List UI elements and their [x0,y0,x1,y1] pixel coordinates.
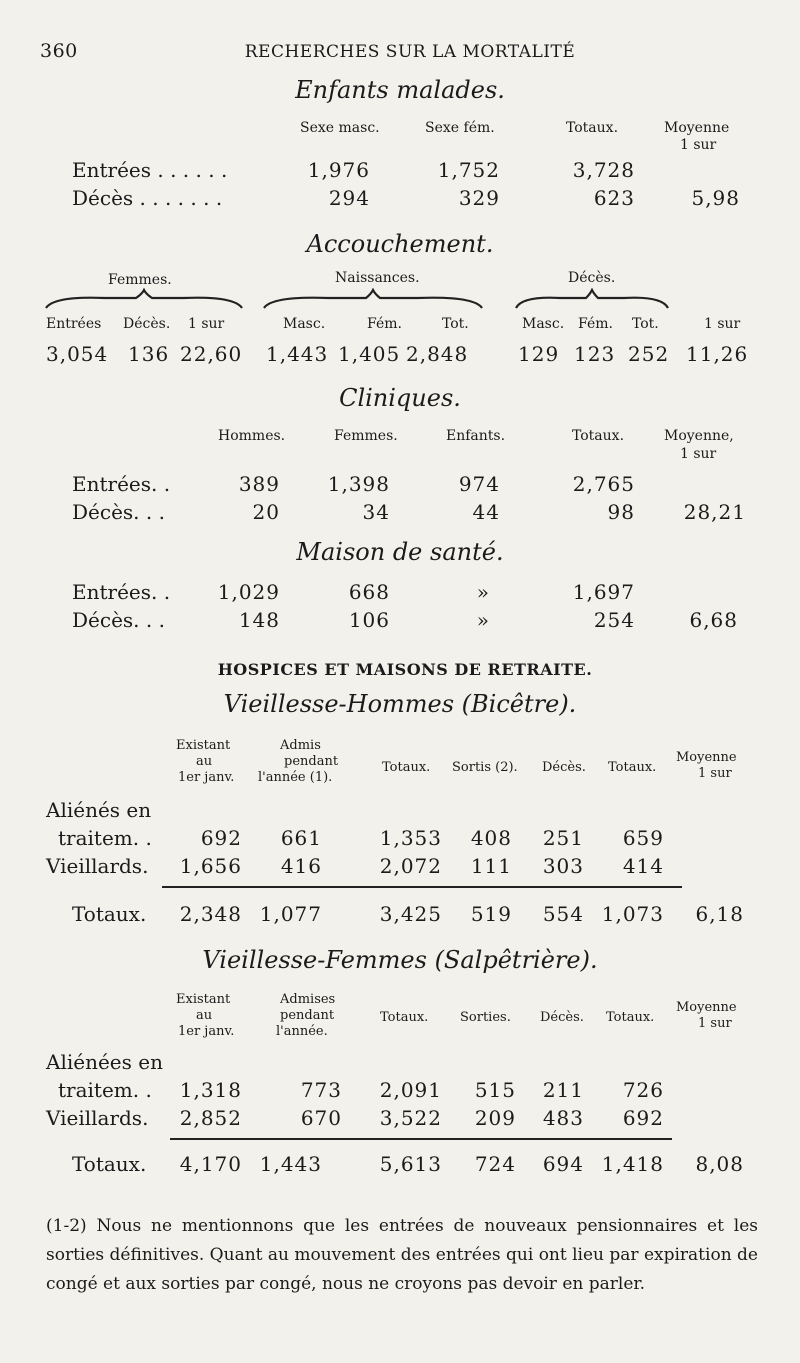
page-number: 360 [40,40,78,62]
cell: 8,08 [695,1152,744,1176]
row-label-totaux: Totaux. [72,902,147,926]
cell: 416 [280,854,322,878]
cell: 5,98 [691,186,740,210]
col-annee: l'année. [276,1024,328,1039]
col-sexe-masc: Sexe masc. [300,120,380,136]
col-moyenne: Moyenne [676,750,737,765]
footnote: (1-2) Nous ne mentionnons que les entrées de nouveaux pensionnaires et les sorties définitives. Quant au mouvement des entrées qui ont lieu par expiration de congé et aux sorties par congé, nous ne croyons pas devoir en parler. [46,1216,758,1294]
group-deces: Décès. [568,270,616,286]
cell: 1,697 [572,580,635,604]
cell: 1,029 [217,580,280,604]
col-au: au [196,1008,213,1023]
cell: 4,170 [179,1152,242,1176]
cell: 515 [474,1078,516,1102]
cell: 2,852 [179,1106,242,1130]
cell: 303 [542,854,584,878]
row-label-traitem: traitem. . [58,826,152,850]
col-masc: Masc. [283,316,326,332]
cell: 34 [362,500,390,524]
col-tot: Tot. [442,316,469,332]
col-totaux: Totaux. [566,120,619,136]
row-label-entrees: Entrées. . [72,472,171,496]
col-pendant: pendant [280,1008,335,1023]
cell: 3,054 [46,342,109,366]
col-totaux: Totaux. [382,760,431,775]
hospices-title: HOSPICES ET MAISONS DE RETRAITE. [217,660,593,679]
row-label-entrees: Entrées. . [72,580,171,604]
row-label-deces: Décès. . . [72,608,165,632]
col-totaux-2: Totaux. [606,1010,655,1025]
col-totaux: Totaux. [572,428,625,444]
cell: » [476,580,490,604]
col-entrees: Entrées [46,316,102,332]
section-title-cliniques: Cliniques. [339,384,461,412]
cell: 1,752 [437,158,500,182]
col-pendant: pendant [284,754,339,769]
cell: 1,073 [601,902,664,926]
row-label-alienes: Aliénés en [46,798,152,822]
cell: 2,848 [406,342,469,366]
cell: 148 [238,608,280,632]
col-hommes: Hommes. [218,428,286,444]
cell: » [476,608,490,632]
cell: 773 [300,1078,342,1102]
row-label-entrees: Entrées . . . . . . [72,158,228,182]
brace-deces [514,288,670,310]
cell: 692 [622,1106,664,1130]
cell: 1,443 [259,1152,322,1176]
col-fem: Fém. [578,316,613,332]
cell: 1,656 [179,854,242,878]
col-sortis: Sortis (2). [452,760,518,775]
row-label-deces: Décès. . . [72,500,165,524]
cell: 294 [328,186,370,210]
cell: 329 [458,186,500,210]
section-title-enfants: Enfants malades. [295,76,505,104]
cell: 252 [628,342,670,366]
cell: 1,976 [307,158,370,182]
col-moyenne: Moyenne [664,120,730,136]
cell: 1,318 [179,1078,242,1102]
col-sexe-fem: Sexe fém. [425,120,495,136]
col-un-sur: 1 sur [188,316,225,332]
cell: 106 [348,608,390,632]
group-femmes: Femmes. [108,272,172,288]
group-naissances: Naissances. [335,270,420,286]
col-tot: Tot. [632,316,659,332]
cell: 1,418 [601,1152,664,1176]
cell: 3,425 [379,902,442,926]
col-au: au [196,754,213,769]
brace-femmes [44,288,244,310]
col-totaux-2: Totaux. [608,760,657,775]
row-label-totaux: Totaux. [72,1152,147,1176]
cell: 211 [542,1078,584,1102]
col-deces: Décès. [542,760,586,775]
cell: 670 [300,1106,342,1130]
col-un-sur: 1 sur [698,1016,732,1031]
section-title-maison: Maison de santé. [296,538,504,566]
cell: 414 [622,854,664,878]
section-title-accouchement: Accouchement. [306,230,494,258]
cell: 623 [593,186,635,210]
cell: 111 [470,854,512,878]
cell: 136 [128,342,170,366]
cell: 2,072 [379,854,442,878]
col-admises: Admises [280,992,336,1007]
cell: 1,443 [266,342,329,366]
cell: 694 [542,1152,584,1176]
cell: 209 [474,1106,516,1130]
col-fem: Fém. [367,316,402,332]
section-title-salpetriere: Vieillesse-Femmes (Salpêtrière). [202,946,598,974]
running-title: RECHERCHES SUR LA MORTALITÉ [244,42,576,62]
col-existant: Existant [176,738,231,753]
cell: 1,398 [327,472,390,496]
col-deces: Décès. [123,316,171,332]
col-un-sur: 1 sur [704,316,741,332]
cell: 2,348 [179,902,242,926]
row-label-vieillards: Vieillards. [46,1106,149,1130]
brace-naissances [262,288,484,310]
cell: 11,26 [686,342,749,366]
col-femmes: Femmes. [334,428,398,444]
cell: 6,18 [695,902,744,926]
cell: 1,353 [379,826,442,850]
cell: 98 [607,500,635,524]
cell: 254 [593,608,635,632]
cell: 1,405 [338,342,401,366]
col-janv: 1er janv. [178,770,235,785]
cell: 1,077 [259,902,322,926]
cell: 2,765 [572,472,635,496]
col-sorties: Sorties. [460,1010,511,1025]
col-un-sur: 1 sur [680,446,717,462]
section-title-bicetre: Vieillesse-Hommes (Bicêtre). [223,690,577,718]
col-un-sur: 1 sur [698,766,732,781]
cell: 22,60 [180,342,243,366]
col-deces: Décès. [540,1010,584,1025]
row-label-deces: Décès . . . . . . . [72,186,223,210]
cell: 659 [622,826,664,850]
cell: 554 [542,902,584,926]
col-admis: Admis [280,738,321,753]
col-totaux: Totaux. [380,1010,429,1025]
cell: 3,728 [572,158,635,182]
cell: 724 [474,1152,516,1176]
total-rule [162,886,682,888]
cell: 726 [622,1078,664,1102]
row-label-alienees: Aliénées en [46,1050,163,1074]
cell: 519 [470,902,512,926]
col-enfants: Enfants. [446,428,506,444]
cell: 408 [470,826,512,850]
total-rule [170,1138,672,1140]
cell: 974 [458,472,500,496]
cell: 123 [574,342,616,366]
col-annee: l'année (1). [258,770,333,785]
col-moyenne: Moyenne [676,1000,737,1015]
cell: 44 [472,500,500,524]
cell: 129 [518,342,560,366]
col-masc: Masc. [522,316,565,332]
row-label-vieillards: Vieillards. [46,854,149,878]
cell: 483 [542,1106,584,1130]
cell: 251 [542,826,584,850]
cell: 5,613 [379,1152,442,1176]
cell: 28,21 [683,500,746,524]
col-janv: 1er janv. [178,1024,235,1039]
cell: 6,68 [689,608,738,632]
cell: 3,522 [379,1106,442,1130]
col-moyenne: Moyenne, [664,428,734,444]
cell: 389 [238,472,280,496]
cell: 661 [280,826,322,850]
cell: 20 [252,500,280,524]
cell: 2,091 [379,1078,442,1102]
col-un-sur: 1 sur [680,137,717,153]
row-label-traitem: traitem. . [58,1078,152,1102]
col-existant: Existant [176,992,231,1007]
cell: 692 [200,826,242,850]
cell: 668 [348,580,390,604]
